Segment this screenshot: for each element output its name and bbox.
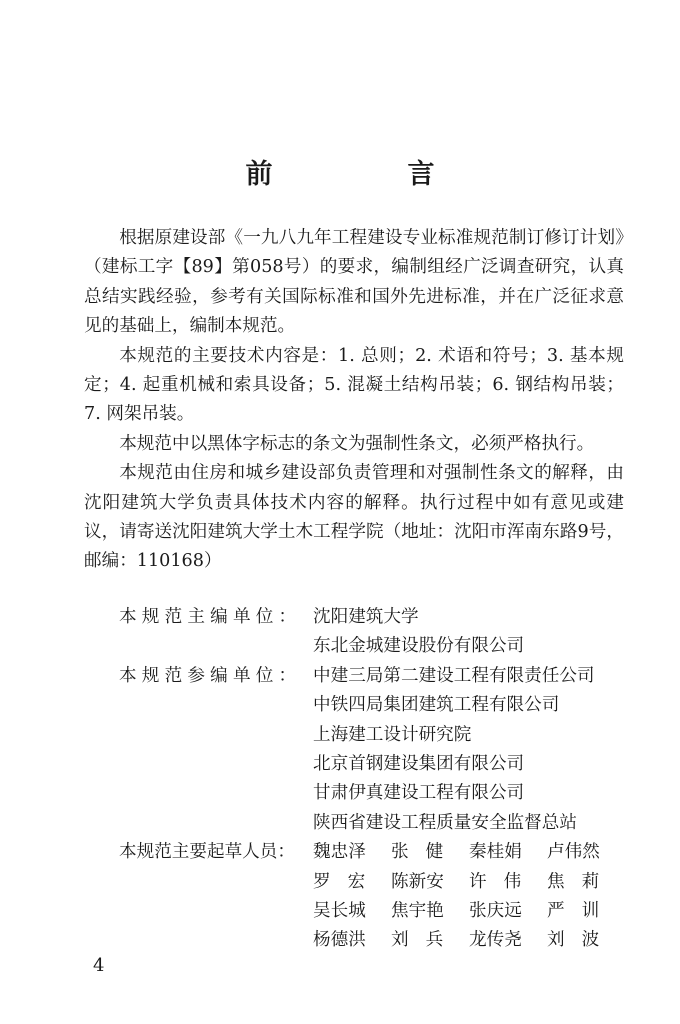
drafter-name: 刘波: [547, 930, 617, 951]
paragraph: 本规范的主要技术内容是：1. 总则；2. 术语和符号；3. 基本规定；4. 起重机械和索具设备；5. 混凝土结构吊装；6. 钢结构吊装；7. 网架吊装。: [84, 345, 624, 425]
participants-label: 本规范参编单位：: [119, 665, 302, 686]
participants-row: [84, 662, 644, 691]
paragraph: 本规范由住房和城乡建设部负责管理和对强制性条文的解释，由沈阳建筑大学负责具体技术内容的解释。执行过程中如有意见或建议，请寄送沈阳建筑大学土木工程学院（地址：沈阳市浑南东路9号，邮编：110168）: [84, 463, 624, 572]
label-spacer: [84, 779, 313, 808]
drafter-name: 焦莉: [547, 871, 617, 892]
drafter-name: 卢伟然: [547, 842, 600, 863]
chief-editor-label: 本规范主编单位：: [119, 607, 302, 627]
page-number: 4: [93, 955, 105, 976]
participant-unit: 陕西省建设工程质量安全监督总站: [313, 812, 577, 833]
chief-editor-row-2: [84, 632, 644, 661]
paragraph: 本规范中以黑体字标志的条文为强制性条文，必须严格执行。: [119, 433, 595, 454]
participants-row-6: [84, 809, 644, 838]
drafter-name: 秦桂娟: [469, 842, 522, 863]
participant-unit: 上海建工设计研究院: [313, 724, 472, 745]
participants-row-2: [84, 691, 644, 720]
drafter-name: 张庆远: [469, 901, 522, 922]
drafter-name: 杨德洪: [313, 930, 366, 951]
drafters-row: [84, 838, 644, 956]
contributors-list: [84, 603, 644, 956]
chief-editor-row: [84, 603, 644, 632]
page-title: 前 言: [245, 159, 489, 190]
participant-unit: 中铁四局集团建筑工程有限公司: [313, 695, 560, 716]
drafters-label: 本规范主要起草人员：: [119, 842, 295, 863]
drafter-name: 刘兵: [391, 930, 461, 951]
label-spacer: [84, 809, 313, 838]
label-spacer: [84, 721, 313, 750]
drafter-name: 许伟: [469, 871, 539, 892]
preface-body: [84, 224, 624, 577]
drafter-name: 魏忠泽: [313, 842, 366, 863]
paragraph: 根据原建设部《一九八九年工程建设专业标准规范制订修订计划》（建标工字【89】第058号）的要求，编制组经广泛调查研究，认真总结实践经验，参考有关国际标准和国外先进标准，并在广泛征求意见的基础上，编制本规范。: [84, 228, 624, 337]
drafter-name: 严训: [547, 901, 617, 922]
participants-row-3: [84, 721, 644, 750]
drafter-name: 焦宇艳: [391, 901, 444, 922]
chief-editor-unit: 沈阳建筑大学: [313, 607, 419, 627]
drafter-name: 罗宏: [313, 871, 383, 892]
drafter-name: 吴长城: [313, 901, 366, 922]
drafter-name: 陈新安: [391, 871, 444, 892]
label-spacer: [84, 750, 313, 779]
participant-unit: 北京首钢建设集团有限公司: [313, 754, 525, 775]
drafter-name: 龙传尧: [469, 930, 522, 951]
chief-editor-unit: 东北金城建设股份有限公司: [313, 636, 525, 657]
participants-row-4: [84, 750, 644, 779]
label-spacer: [84, 691, 313, 720]
participants-row-5: [84, 779, 644, 808]
participant-unit: 甘肃伊真建设工程有限公司: [313, 783, 525, 804]
participant-unit: 中建三局第二建设工程有限责任公司: [313, 665, 595, 686]
drafter-name: 张健: [391, 842, 461, 863]
drafter-names-grid: [313, 838, 625, 956]
label-spacer: [84, 632, 313, 661]
